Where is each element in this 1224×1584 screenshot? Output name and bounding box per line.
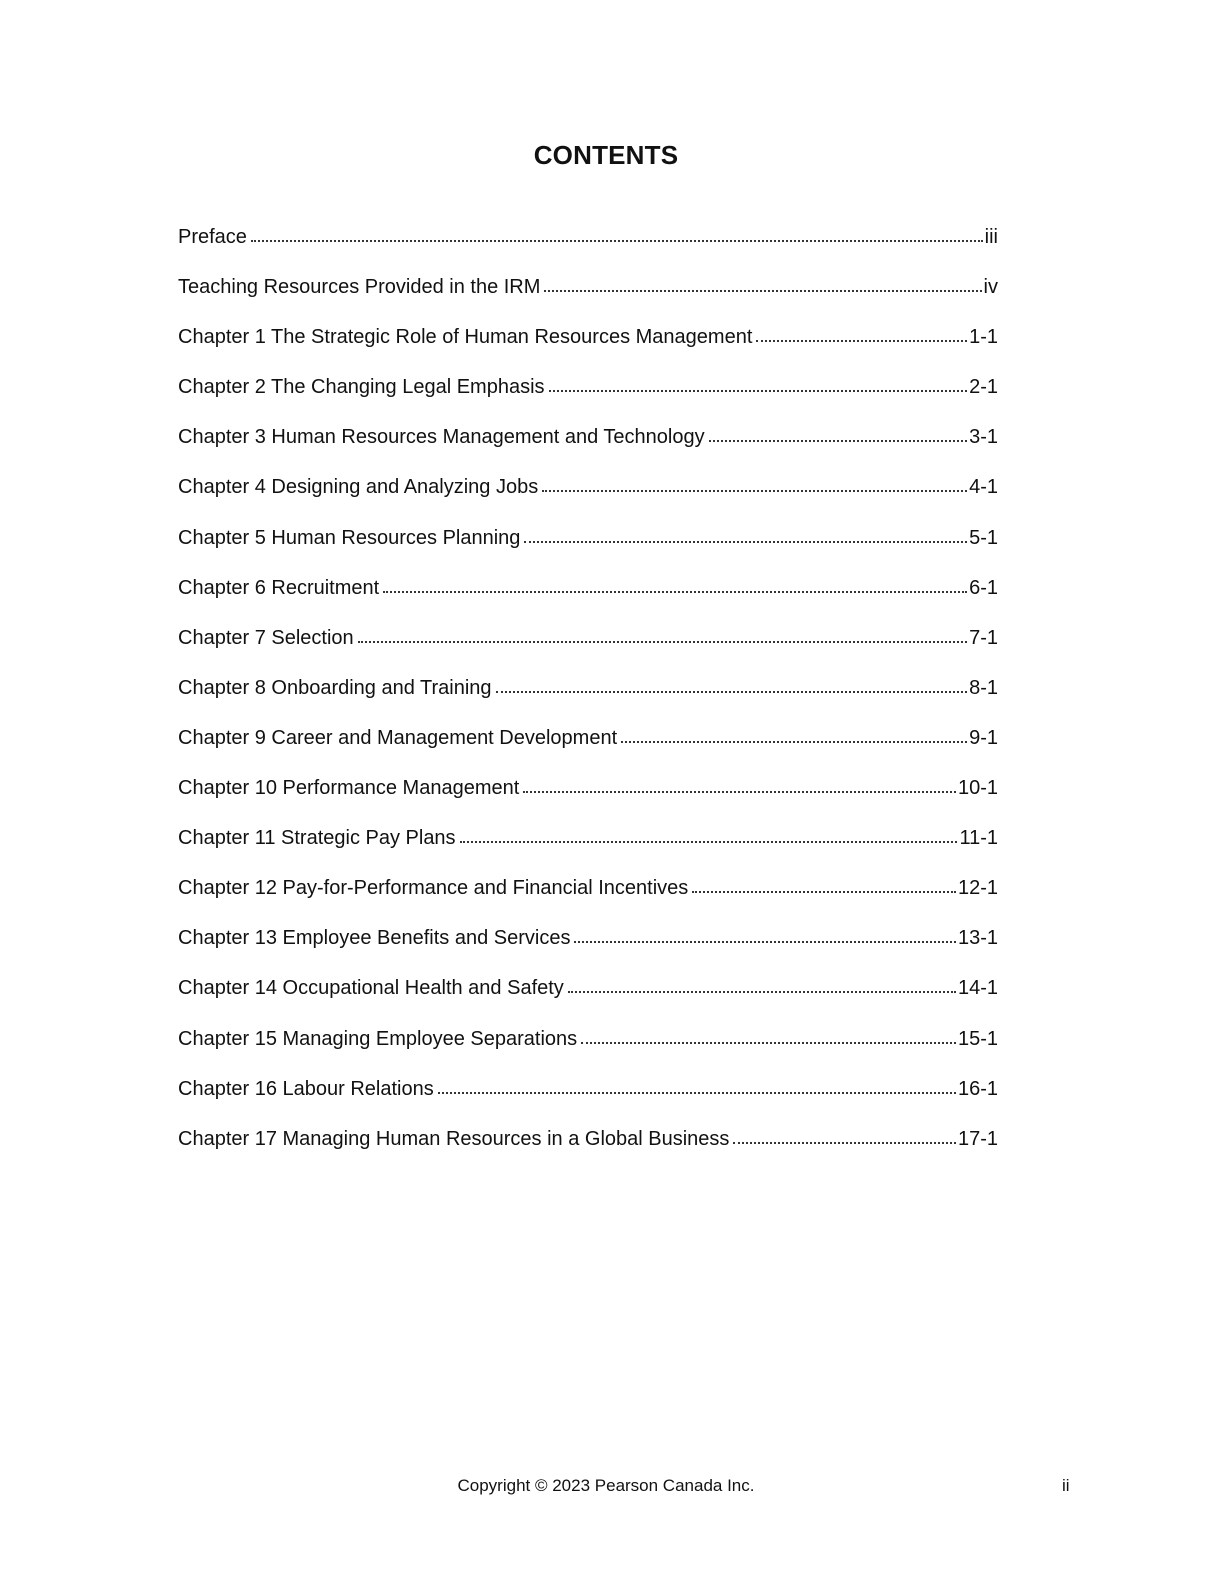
toc-entry-label: Chapter 16 Labour Relations (178, 1077, 434, 1100)
toc-entry[interactable] (178, 372, 998, 422)
toc-entry[interactable] (178, 1074, 998, 1124)
toc-entry[interactable] (178, 1024, 998, 1074)
toc-entry-label: Chapter 17 Managing Human Resources in a Global Business (178, 1127, 730, 1150)
toc-entry-page: 17-1 (957, 1127, 998, 1150)
toc-dot-leader (621, 724, 967, 744)
toc-entry-page: iv (983, 276, 998, 299)
toc-entry[interactable] (178, 673, 998, 723)
toc-dot-leader (542, 473, 967, 493)
toc-dot-leader (709, 423, 967, 443)
toc-entry[interactable] (178, 222, 998, 272)
toc-entry[interactable] (178, 573, 998, 623)
toc-entry-page: 12-1 (957, 877, 998, 900)
toc-dot-leader (692, 874, 956, 894)
toc-entry-label: Chapter 5 Human Resources Planning (178, 526, 521, 549)
toc-entry[interactable] (178, 773, 998, 823)
toc-dot-leader (581, 1025, 956, 1045)
toc-entry[interactable] (178, 873, 998, 923)
toc-entry-label: Chapter 11 Strategic Pay Plans (178, 827, 456, 850)
toc-entry-page: 8-1 (969, 676, 998, 699)
toc-entry-label: Chapter 7 Selection (178, 626, 354, 649)
toc-dot-leader (733, 1125, 956, 1145)
toc-dot-leader (756, 323, 967, 343)
toc-entry-page: 6-1 (969, 576, 998, 599)
toc-entry-page: 4-1 (969, 476, 998, 499)
toc-entry-label: Chapter 14 Occupational Health and Safety (178, 977, 564, 1000)
toc-entry-page: 2-1 (969, 376, 998, 399)
toc-entry-label: Chapter 10 Performance Management (178, 777, 520, 800)
toc-dot-leader (544, 273, 981, 293)
toc-entry-label: Chapter 2 The Changing Legal Emphasis (178, 376, 545, 399)
copyright-footer: Copyright © 2023 Pearson Canada Inc. (457, 1476, 755, 1495)
toc-entry-label: Chapter 15 Managing Employee Separations (178, 1027, 578, 1050)
table-of-contents (178, 222, 998, 1174)
toc-entry-page: 14-1 (957, 977, 998, 1000)
toc-dot-leader (460, 824, 958, 844)
toc-entry-page: 15-1 (957, 1027, 998, 1050)
toc-entry[interactable] (178, 973, 998, 1023)
toc-entry[interactable] (178, 322, 998, 372)
toc-entry-label: Chapter 8 Onboarding and Training (178, 676, 492, 699)
toc-dot-leader (568, 974, 956, 994)
toc-entry-page: 16-1 (957, 1077, 998, 1100)
toc-entry[interactable] (178, 472, 998, 522)
toc-dot-leader (523, 774, 956, 794)
toc-entry-page: 11-1 (959, 827, 998, 850)
toc-entry-page: iii (984, 226, 998, 248)
toc-entry-page: 10-1 (957, 777, 998, 800)
toc-dot-leader (524, 524, 967, 544)
toc-entry-label: Chapter 1 The Strategic Role of Human Resources Management (178, 326, 753, 349)
toc-dot-leader (496, 674, 968, 694)
page-title: CONTENTS (533, 140, 679, 170)
toc-entry-label: Chapter 4 Designing and Analyzing Jobs (178, 476, 539, 499)
toc-entry[interactable] (178, 523, 998, 573)
toc-dot-leader (438, 1075, 956, 1095)
toc-entry[interactable] (178, 723, 998, 773)
toc-entry-page: 13-1 (957, 927, 998, 950)
toc-entry-label: Chapter 9 Career and Management Development (178, 726, 618, 749)
toc-entry-label: Chapter 6 Recruitment (178, 576, 380, 599)
toc-entry-label: Chapter 3 Human Resources Management and Technology (178, 426, 705, 449)
page-number: ii (1062, 1476, 1070, 1495)
toc-dot-leader (251, 223, 983, 243)
toc-entry[interactable] (178, 623, 998, 673)
toc-entry-page: 7-1 (969, 626, 998, 649)
toc-entry-page: 9-1 (969, 726, 998, 749)
toc-dot-leader (549, 373, 968, 393)
toc-entry[interactable] (178, 1124, 998, 1174)
toc-entry[interactable] (178, 272, 998, 322)
toc-entry-page: 5-1 (969, 526, 998, 549)
toc-entry[interactable] (178, 823, 998, 873)
toc-entry-label: Chapter 13 Employee Benefits and Services (178, 927, 571, 950)
toc-entry-label: Preface (178, 226, 247, 248)
toc-dot-leader (574, 924, 956, 944)
toc-dot-leader (383, 574, 967, 594)
toc-entry-page: 1-1 (969, 326, 998, 349)
toc-entry-page: 3-1 (969, 426, 998, 449)
toc-entry[interactable] (178, 422, 998, 472)
toc-dot-leader (358, 624, 967, 644)
toc-entry-label: Chapter 12 Pay-for-Performance and Financial Incentives (178, 877, 689, 900)
toc-entry-label: Teaching Resources Provided in the IRM (178, 276, 541, 299)
toc-entry[interactable] (178, 923, 998, 973)
